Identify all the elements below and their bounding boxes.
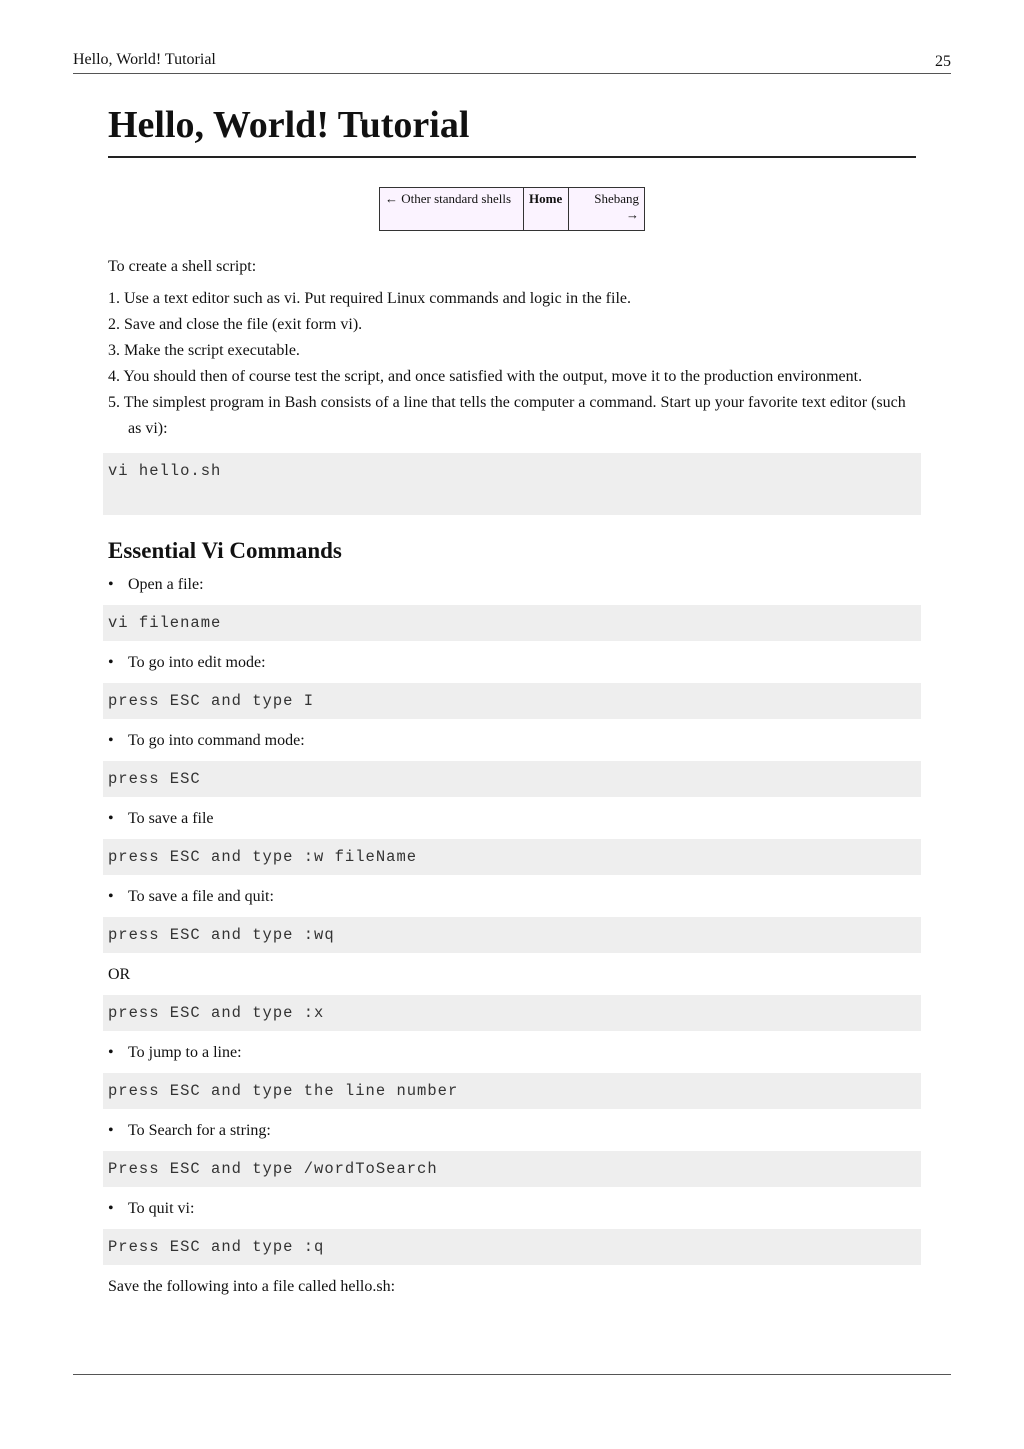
navigation-box bbox=[379, 187, 645, 231]
command-label: • To go into command mode: bbox=[108, 728, 921, 754]
or-text: OR bbox=[108, 966, 131, 983]
nav-next-link[interactable] bbox=[569, 188, 645, 231]
steps-list bbox=[108, 286, 921, 442]
page-number: 25 bbox=[935, 53, 951, 70]
closing-text: Save the following into a file called hello.sh: bbox=[108, 1278, 396, 1295]
step-item: 5. The simplest program in Bash consists of a line that tells the computer a command. Start up your favorite text editor (such as vi): bbox=[108, 394, 906, 437]
footer-rule bbox=[73, 1374, 951, 1375]
command-label: • To jump to a line: bbox=[108, 1040, 921, 1066]
command-label: • To quit vi: bbox=[108, 1196, 921, 1222]
code-block: press ESC bbox=[103, 761, 921, 797]
code-block: vi filename bbox=[103, 605, 921, 641]
code-block: press ESC and type :w fileName bbox=[103, 839, 921, 875]
page-title: Hello, World! Tutorial bbox=[108, 102, 916, 158]
command-label: • To save a file bbox=[108, 806, 921, 832]
article-content bbox=[108, 254, 921, 1300]
code-block-vi-hello: vi hello.sh bbox=[103, 453, 921, 515]
intro-text: To create a shell script: bbox=[108, 258, 257, 275]
nav-next-arrow: → bbox=[626, 207, 639, 222]
section-title: Essential Vi Commands bbox=[108, 538, 342, 563]
code-block: press ESC and type the line number bbox=[103, 1073, 921, 1109]
step-item: 2. Save and close the file (exit form vi). bbox=[108, 316, 363, 333]
command-label: • To save a file and quit: bbox=[108, 884, 921, 910]
command-label: • To Search for a string: bbox=[108, 1118, 921, 1144]
running-header-title: Hello, World! Tutorial bbox=[73, 51, 216, 68]
running-header bbox=[73, 50, 951, 74]
code-block: press ESC and type :wq bbox=[103, 917, 921, 953]
command-label: • To go into edit mode: bbox=[108, 650, 921, 676]
step-item: 4. You should then of course test the script, and once satisfied with the output, move it to the production environment. bbox=[108, 368, 863, 385]
code-block: press ESC and type :x bbox=[103, 995, 921, 1031]
nav-prev-link[interactable]: ← Other standard shells bbox=[380, 188, 524, 231]
code-block: press ESC and type I bbox=[103, 683, 921, 719]
code-block: Press ESC and type :q bbox=[103, 1229, 921, 1265]
nav-next-label: Shebang bbox=[594, 191, 639, 206]
step-item: 3. Make the script executable. bbox=[108, 342, 300, 359]
nav-home-link[interactable]: Home bbox=[524, 188, 569, 231]
command-label: • Open a file: bbox=[108, 572, 921, 598]
code-block: Press ESC and type /wordToSearch bbox=[103, 1151, 921, 1187]
step-item: 1. Use a text editor such as vi. Put required Linux commands and logic in the file. bbox=[108, 290, 631, 307]
